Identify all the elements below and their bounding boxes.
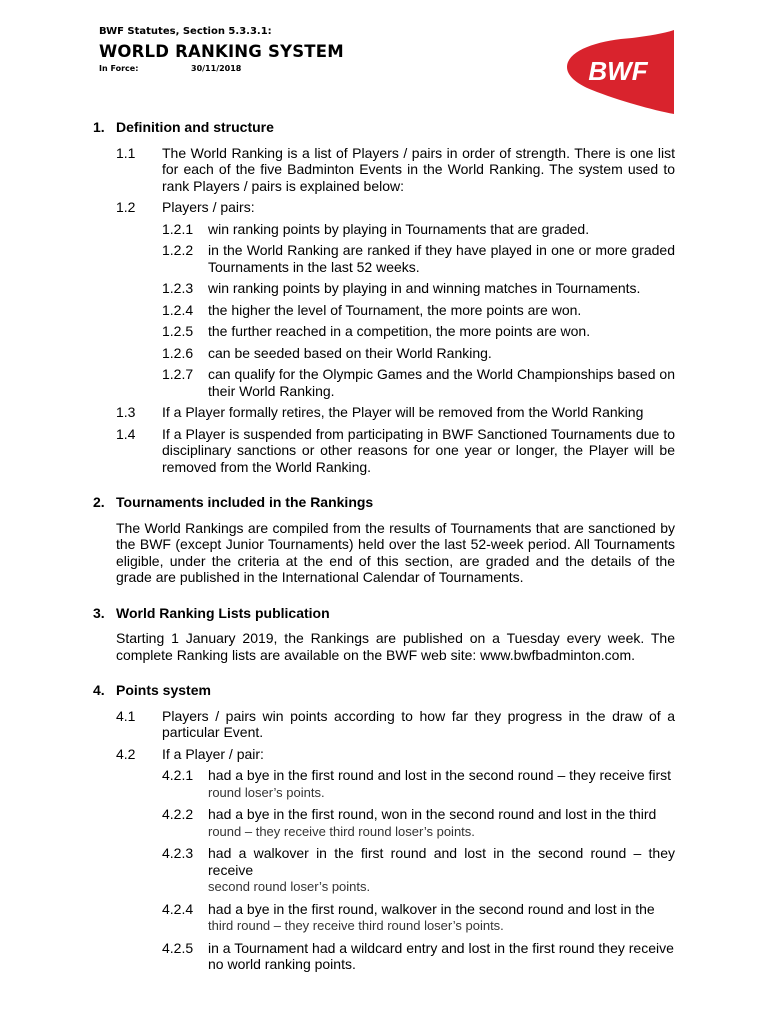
clause-1-3: 1.3 If a Player formally retires, the Player will be removed from the World Ranking [116,404,644,420]
clause-1-2-6: 1.2.6 can be seeded based on their World Ranking. [162,344,492,361]
section-3-heading: 3. World Ranking Lists publication [93,604,330,621]
statute-reference: BWF Statutes, Section 5.3.3.1: [99,26,272,37]
clause-1-2-4: 1.2.4 the higher the level of Tournament, the more points are won. [162,301,582,318]
document-header [99,26,344,73]
clause-4-2-1: 4.2.1 had a bye in the first round and lost in the second round – they receive first round loser’s points. [162,767,672,800]
clause-4-2-2: 4.2.2 had a bye in the first round, won in the second round and lost in the third round – they receive third round loser’s points. [162,806,657,839]
clause-1-2-2: 1.2.2 in the World Ranking are ranked if they have played in one or more graded Tournaments in the last 52 weeks. [162,242,675,275]
section-3-paragraph: Starting 1 January 2019, the Rankings are published on a Tuesday every week. The complete Ranking lists are available on the BWF web site: www.bwfbadminton.com. [116,630,675,663]
clause-1-4: 1.4 If a Player is suspended from participating in BWF Sanctioned Tournaments due to disciplinary sanctions or other reasons for one year or longer, the Player will be removed from the World Ranking. [116,425,675,475]
clause-4-2-5: 4.2.5 in a Tournament had a wildcard entry and lost in the first round they receive no world ranking points. [162,939,674,972]
document-title: WORLD RANKING SYSTEM [99,42,344,61]
in-force-date: 30/11/2018 [191,64,242,73]
document-body [93,119,675,978]
clause-4-2-3: 4.2.3 had a walkover in the first round and lost in the second round – they receive second round loser’s points. [162,845,675,894]
clause-1-2: 1.2 Players / pairs: [116,199,255,215]
clause-4-2-4: 4.2.4 had a bye in the first round, walkover in the second round and lost in the third round – they receive third round loser’s points. [162,900,655,933]
section-2-heading: 2. Tournaments included in the Rankings [93,494,374,510]
bwf-logo-icon [562,30,674,114]
clause-1-2-1: 1.2.1 win ranking points by playing in Tournaments that are graded. [162,220,590,237]
logo-text: BWF [588,56,648,86]
in-force-line [99,64,344,73]
clause-1-2-5: 1.2.5 the further reached in a competition, the more points are won. [162,323,591,339]
section-1-heading: 1. Definition and structure [93,119,274,135]
clause-1-2-3: 1.2.3 win ranking points by playing in and winning matches in Tournaments. [162,280,641,296]
clause-1-1: 1.1 The World Ranking is a list of Players / pairs in order of strength. There is one list for each of the five Badminton Events in the World Ranking. The system used to rank Players / pairs is explained below: [116,144,675,194]
clause-4-1: 4.1 Players / pairs win points according to how far they progress in the draw of a particular Event. [116,707,675,740]
clause-4-2: 4.2 If a Player / pair: [116,745,264,762]
section-2-paragraph: The World Rankings are compiled from the results of Tournaments that are sanctioned by the BWF (except Junior Tournaments) held over the last 52-week period. All Tournaments eligible, under the criteria at the end of this section, are graded and the details of the grade are published in the International Calendar of Tournaments. [116,519,675,585]
in-force-label: In Force: [99,64,139,73]
section-4-heading: 4. Points system [93,682,211,698]
clause-1-2-7: 1.2.7 can qualify for the Olympic Games and the World Championships based on their World Ranking. [162,366,675,399]
